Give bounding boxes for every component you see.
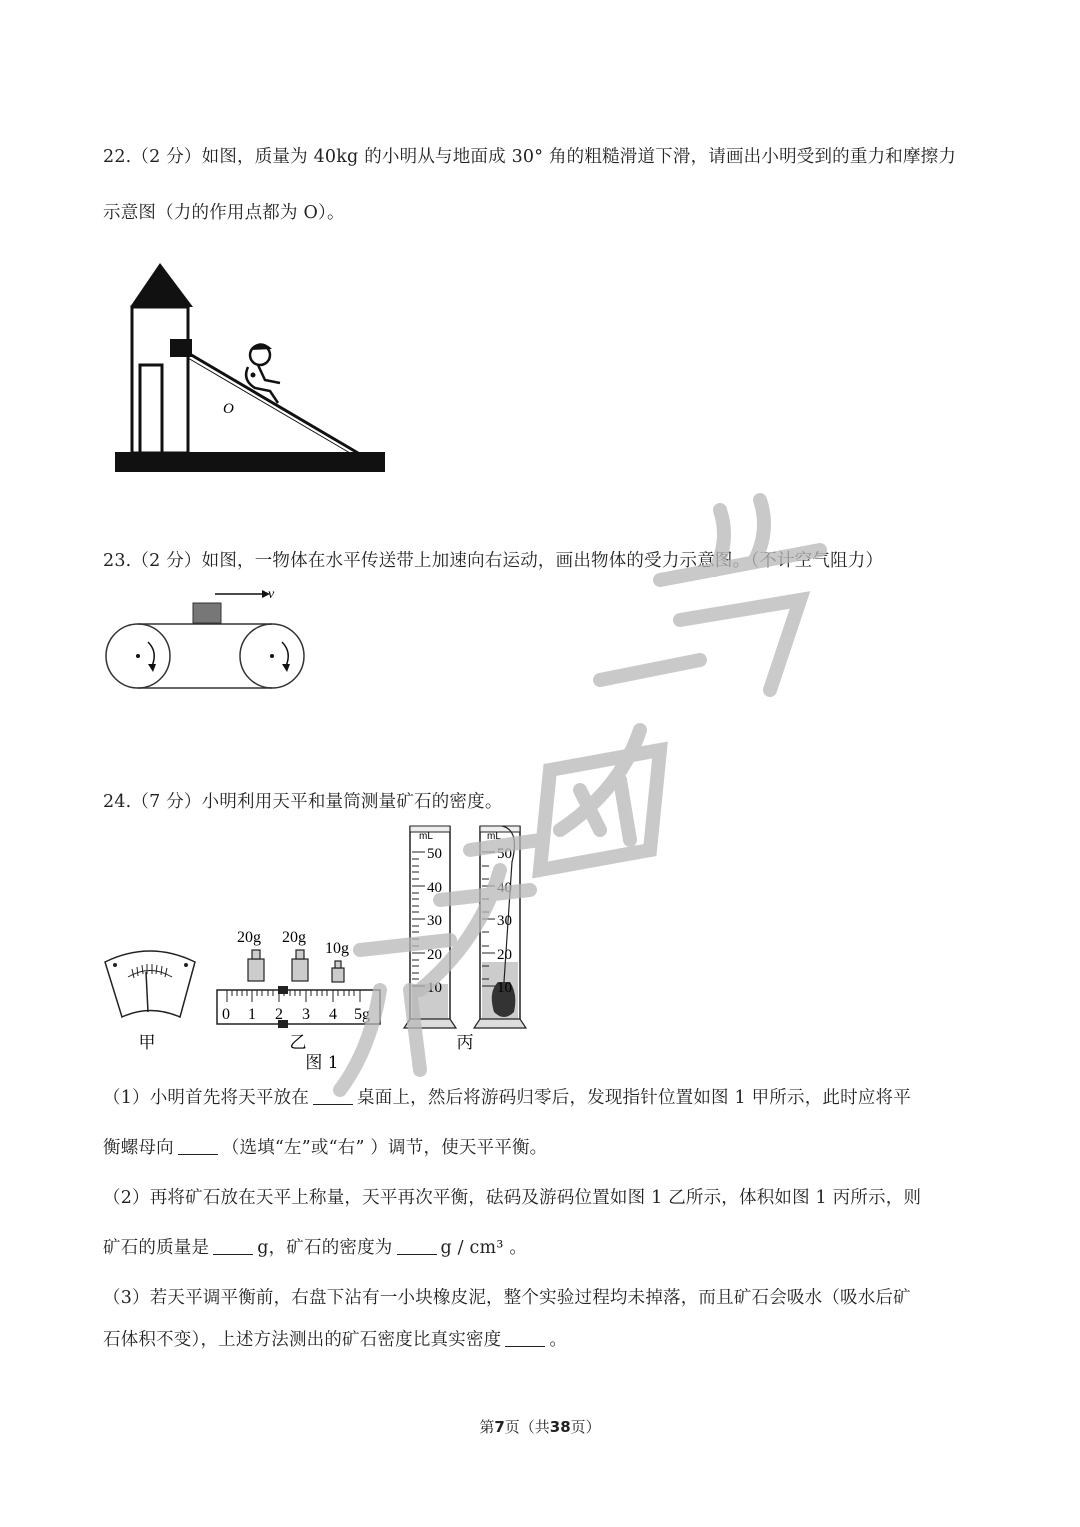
label-yi: 乙	[289, 1033, 307, 1053]
cyl2-tick-20: 20	[497, 947, 512, 963]
balance-cylinder-figure	[100, 822, 560, 1077]
q24-p3-c: 。	[549, 1330, 568, 1350]
answer-blank-1[interactable]	[313, 1088, 353, 1105]
velocity-label: v	[268, 587, 275, 602]
weight-label-3: 10g	[325, 940, 349, 957]
q24-p3-line2	[103, 1328, 567, 1352]
cyl1-tick-20: 20	[427, 947, 442, 963]
point-o-label: O	[223, 401, 234, 417]
q24-p2-c: g，矿石的密度为	[257, 1238, 393, 1258]
ruler-tick-5: 5g	[354, 1006, 370, 1023]
q24-p1-line2	[103, 1136, 547, 1160]
conveyor-figure	[100, 580, 315, 695]
page-footer	[0, 1416, 1080, 1437]
ruler-tick-3: 3	[302, 1006, 310, 1023]
cyl1-tick-50: 50	[427, 846, 442, 862]
cyl2-tick-10: 10	[497, 980, 512, 996]
footer-prefix: 第	[479, 1418, 495, 1436]
q24-p3-b: 石体积不变），上述方法测出的矿石密度比真实密度	[103, 1330, 502, 1350]
q22-line1: 22.（2 分）如图，质量为 40kg 的小明从与地面成 30° 角的粗糙滑道下滑，请画出小明受到的重力和摩擦力	[103, 147, 957, 167]
answer-blank-2[interactable]	[178, 1138, 218, 1155]
ruler-tick-2: 2	[275, 1006, 283, 1023]
q24-p1-b: 桌面上，然后将游码归零后，发现指针位置如图 1 甲所示，此时应将平	[357, 1088, 911, 1108]
cylinder1-unit: mL	[419, 831, 433, 842]
ruler-tick-0: 0	[222, 1006, 230, 1023]
footer-page: 7	[494, 1418, 505, 1436]
footer-mid: 页（共	[504, 1418, 550, 1436]
q24-p2-line2	[103, 1236, 527, 1260]
cyl1-tick-40: 40	[427, 880, 442, 896]
slide-figure	[110, 255, 390, 480]
q22-line2: 示意图（力的作用点都为 O）。	[103, 203, 345, 223]
cyl2-tick-30: 30	[497, 913, 512, 929]
q24-p1-a: （1）小明首先将天平放在	[103, 1088, 310, 1108]
cyl1-tick-10: 10	[427, 980, 442, 996]
ruler-tick-1: 1	[248, 1006, 256, 1023]
q24-p1-c: 衡螺母向	[103, 1138, 174, 1158]
cylinder2-unit: mL	[487, 831, 501, 842]
q24-p1-line1	[103, 1086, 911, 1110]
ruler-tick-4: 4	[329, 1006, 337, 1023]
q24-p1-d: （选填“左”或“右” ）调节，使天平平衡。	[221, 1138, 548, 1158]
answer-blank-5[interactable]	[505, 1330, 545, 1347]
label-bing: 丙	[456, 1033, 474, 1053]
cyl1-tick-30: 30	[427, 913, 442, 929]
q24-line1: 24.（7 分）小明利用天平和量筒测量矿石的密度。	[103, 792, 503, 812]
answer-blank-3[interactable]	[213, 1238, 253, 1255]
cyl2-tick-50: 50	[497, 846, 512, 862]
q23-line1: 23.（2 分）如图，一物体在水平传送带上加速向右运动，画出物体的受力示意图。（不计空气阻力）	[103, 551, 884, 571]
footer-suffix: 页）	[570, 1418, 601, 1436]
q24-p2-line1: （2）再将矿石放在天平上称量，天平再次平衡，砝码及游码位置如图 1 乙所示，体积如图 1 丙所示，则	[103, 1188, 922, 1208]
footer-total: 38	[549, 1418, 571, 1436]
weight-label-1: 20g	[237, 929, 261, 946]
answer-blank-4[interactable]	[397, 1238, 437, 1255]
q24-p2-d: g / cm³ 。	[440, 1238, 528, 1258]
q24-p2-b: 矿石的质量是	[103, 1238, 210, 1258]
figure-caption: 图 1	[305, 1053, 339, 1073]
label-jia: 甲	[138, 1033, 156, 1053]
q24-p3-line1: （3）若天平调平衡前，右盘下沾有一小块橡皮泥，整个实验过程均未掉落，而且矿石会吸水（吸水后矿	[103, 1288, 911, 1308]
cyl2-tick-40: 40	[497, 880, 512, 896]
weight-label-2: 20g	[282, 929, 306, 946]
